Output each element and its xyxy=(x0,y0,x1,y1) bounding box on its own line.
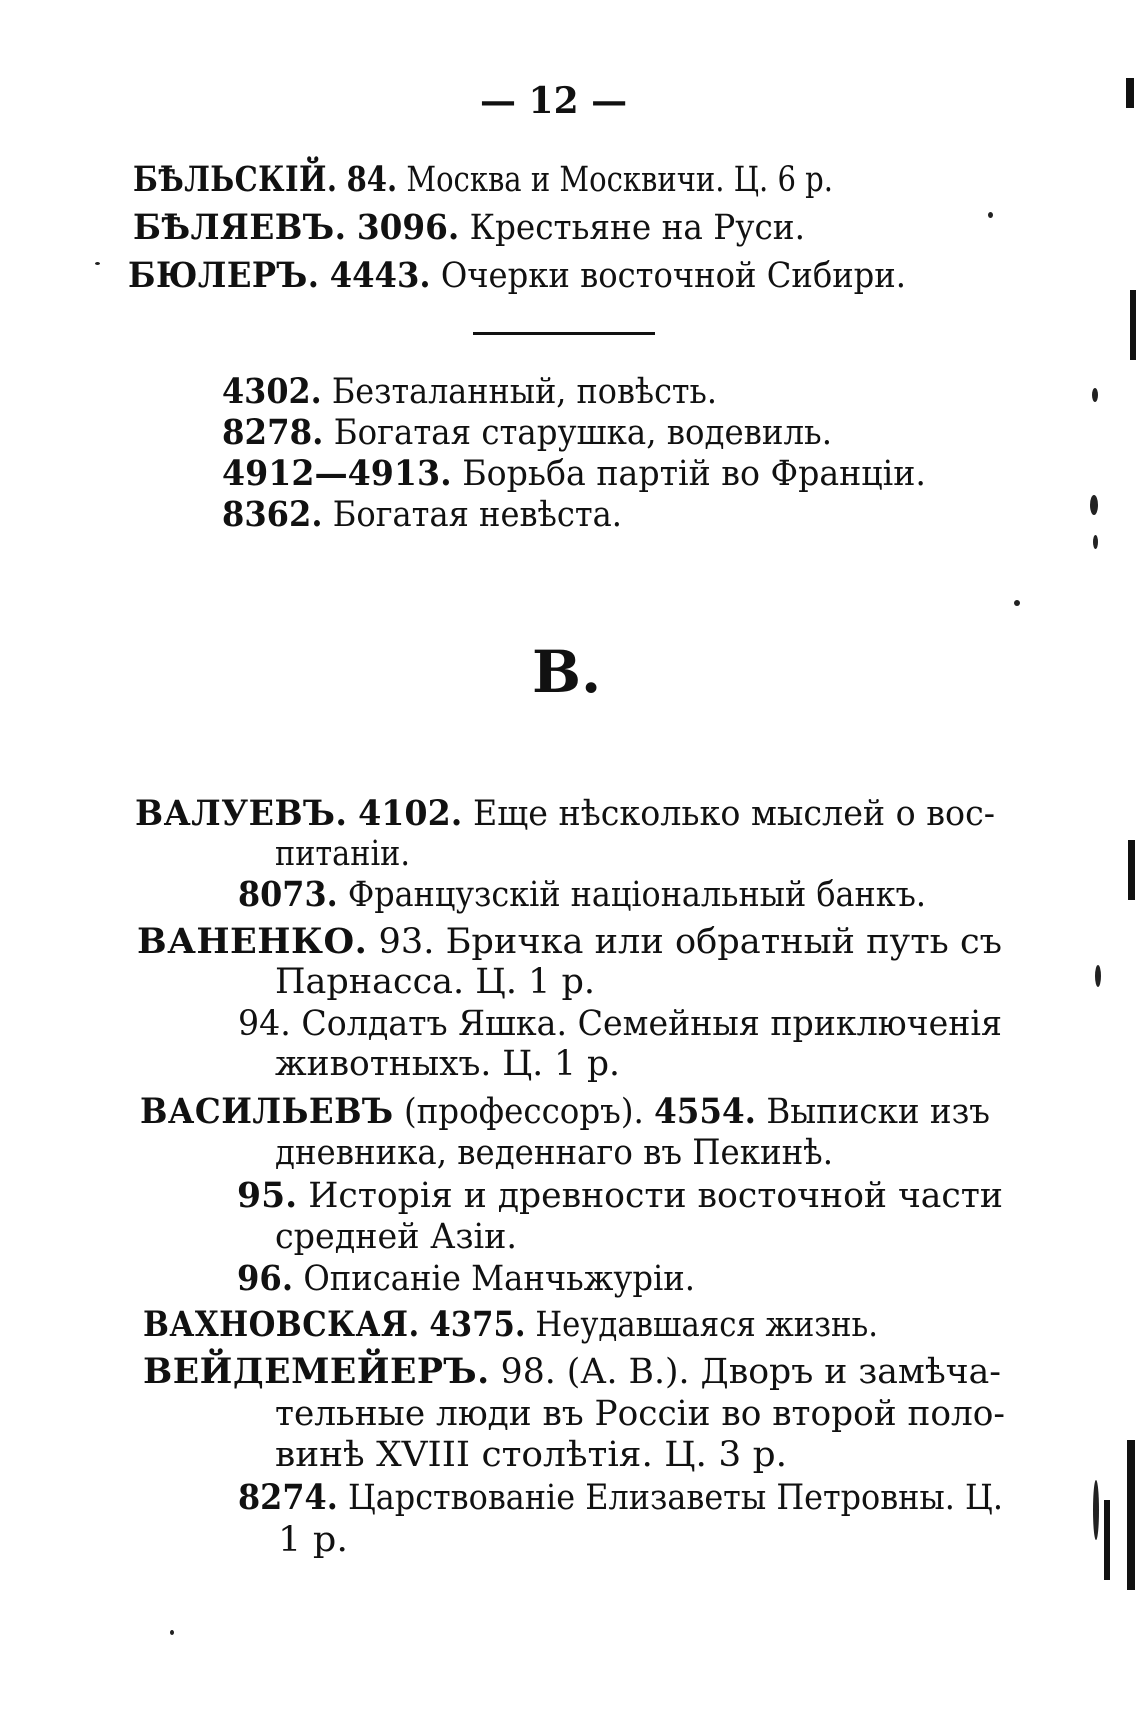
scan-edge-mark xyxy=(1104,1500,1110,1580)
scan-speck xyxy=(95,262,100,265)
entry-belsky: БѢЛЬСКІЙ. 84. Москва и Москвичи. Ц. 6 р. xyxy=(133,159,833,200)
entry-veidemeyer: ВЕЙДЕМЕЙЕРЪ. 98. (А. В.). Дворъ и замѣча- xyxy=(143,1351,1001,1392)
entry-veidemeyer-sub-cont: 1 р. xyxy=(278,1520,348,1560)
entry-vasiliev: ВАСИЛЬЕВЪ (профессоръ). 4554. Выписки изъ xyxy=(140,1091,990,1132)
entry-veidemeyer-sub: 8274. Царствованіе Елизаветы Петровны. Ц. xyxy=(238,1477,1003,1518)
anon-entry: 8278. Богатая старушка, водевиль. xyxy=(222,412,832,453)
entry-veidemeyer-cont: тельные люди въ Россіи во второй поло- xyxy=(275,1394,1005,1434)
entry-valuev-cont: питаніи. xyxy=(275,834,410,874)
scan-speck xyxy=(988,212,993,218)
scan-speck xyxy=(1093,535,1098,549)
scan-speck xyxy=(1014,600,1020,606)
anon-entry: 8362. Богатая невѣста. xyxy=(222,494,622,535)
entry-vasiliev-sub: 95. Исторія и древности восточной части xyxy=(237,1175,1003,1216)
entry-vanenko-sub: 94. Солдатъ Яшка. Семейныя приключенія xyxy=(238,1004,1002,1044)
anon-entry: 4912—4913. Борьба партій во Франціи. xyxy=(222,453,926,494)
scan-speck xyxy=(170,1630,174,1635)
section-letter: В. xyxy=(532,638,602,706)
entry-belyaev: БѢЛЯЕВЪ. 3096. Крестьяне на Руси. xyxy=(133,207,805,248)
entry-vasiliev-cont: дневника, веденнаго въ Пекинѣ. xyxy=(275,1133,833,1173)
scan-edge-mark xyxy=(1130,290,1136,360)
page-number: — 12 — xyxy=(480,80,628,122)
entry-vanenko-sub-cont: животныхъ. Ц. 1 р. xyxy=(275,1044,620,1084)
entry-vanenko: ВАНЕНКО. 93. Бричка или обратный путь съ xyxy=(137,921,1002,962)
entry-valuev: ВАЛУЕВЪ. 4102. Еще нѣсколько мыслей о вос- xyxy=(135,793,995,834)
entry-byuler: БЮЛЕРЪ. 4443. Очерки восточной Сибири. xyxy=(128,255,906,296)
entry-valuev-sub: 8073. Французскій національный банкъ. xyxy=(238,874,926,915)
entry-veidemeyer-cont2: винѣ XVIII столѣтія. Ц. 3 р. xyxy=(275,1435,787,1475)
section-divider xyxy=(473,332,655,335)
entry-vakhnovskaya: ВАХНОВСКАЯ. 4375. Неудавшаяся жизнь. xyxy=(143,1304,878,1345)
scan-edge-mark xyxy=(1126,78,1134,108)
scan-speck xyxy=(1095,965,1101,987)
scan-speck xyxy=(1090,495,1098,515)
scan-edge-mark xyxy=(1127,1440,1135,1590)
entry-vanenko-cont: Парнасса. Ц. 1 р. xyxy=(275,962,595,1002)
scan-speck xyxy=(1093,1480,1099,1540)
entry-vasiliev-sub2: 96. Описаніе Манчьжуріи. xyxy=(237,1258,695,1299)
entry-vasiliev-sub-cont: средней Азіи. xyxy=(275,1217,517,1257)
anon-entry: 4302. Безталанный, повѣсть. xyxy=(222,371,717,412)
scan-edge-mark xyxy=(1128,840,1135,900)
scan-speck xyxy=(1092,388,1098,402)
